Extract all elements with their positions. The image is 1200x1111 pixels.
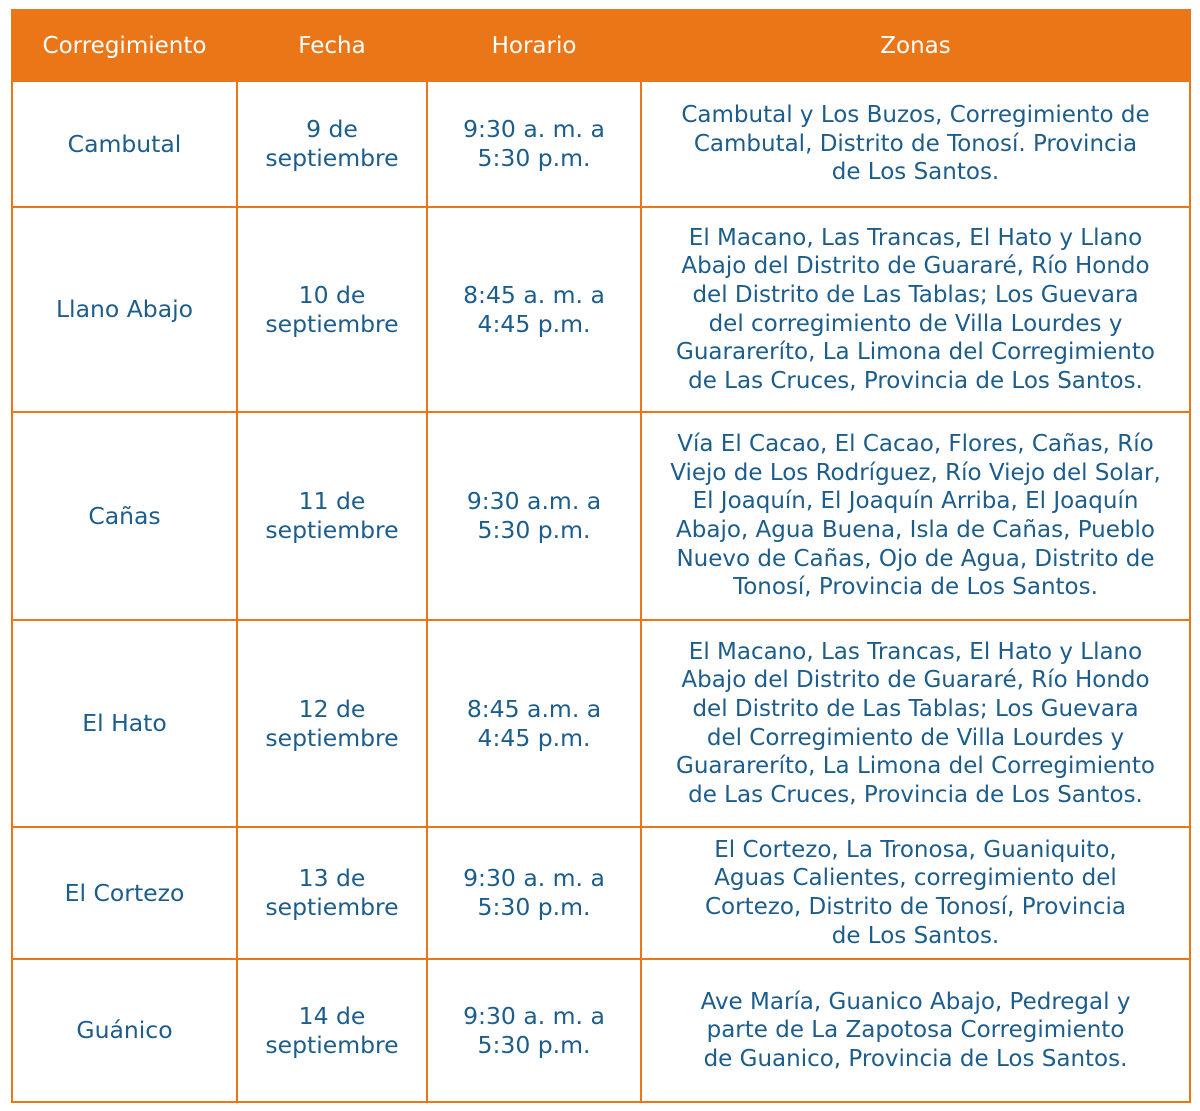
cell-fecha: 12 de septiembre (237, 620, 427, 827)
table-row (12, 412, 1190, 620)
cell-horario: 9:30 a. m. a 5:30 p.m. (427, 959, 641, 1102)
cell-zonas: Ave María, Guanico Abajo, Pedregal y parte de La Zapotosa Corregimiento de Guanico, Provincia de Los Santos. (641, 959, 1190, 1102)
cell-horario: 9:30 a. m. a 5:30 p.m. (427, 827, 641, 959)
cell-corregimiento: El Cortezo (12, 827, 237, 959)
cell-fecha: 9 de septiembre (237, 81, 427, 207)
table-row (12, 620, 1190, 827)
cell-horario: 8:45 a.m. a 4:45 p.m. (427, 620, 641, 827)
cell-corregimiento: Cañas (12, 412, 237, 620)
cell-corregimiento: El Hato (12, 620, 237, 827)
cell-horario: 8:45 a. m. a 4:45 p.m. (427, 207, 641, 412)
table-header (12, 10, 1190, 81)
cell-zonas: El Macano, Las Trancas, El Hato y Llano Abajo del Distrito de Guararé, Río Hondo del Distrito de Las Tablas; Los Guevara del Corregimiento de Villa Lourdes y Guarareríto, La Limona del Corregimiento de Las Cruces, Provincia de Los Santos. (641, 620, 1190, 827)
cell-corregimiento: Cambutal (12, 81, 237, 207)
cell-fecha: 14 de septiembre (237, 959, 427, 1102)
cell-corregimiento: Guánico (12, 959, 237, 1102)
header-row (12, 10, 1190, 81)
column-header-corregimiento: Corregimiento (12, 10, 237, 81)
cell-fecha: 13 de septiembre (237, 827, 427, 959)
cell-zonas: El Macano, Las Trancas, El Hato y Llano Abajo del Distrito de Guararé, Río Hondo del Distrito de Las Tablas; Los Guevara del corregimiento de Villa Lourdes y Guarareríto, La Limona del Corregimiento de Las Cruces, Provincia de Los Santos. (641, 207, 1190, 412)
cell-horario: 9:30 a.m. a 5:30 p.m. (427, 412, 641, 620)
column-header-fecha: Fecha (237, 10, 427, 81)
column-header-horario: Horario (427, 10, 641, 81)
column-header-zonas: Zonas (641, 10, 1190, 81)
table-row (12, 827, 1190, 959)
cell-fecha: 11 de septiembre (237, 412, 427, 620)
cell-zonas: El Cortezo, La Tronosa, Guaniquito, Aguas Calientes, corregimiento del Cortezo, Distrito de Tonosí, Provincia de Los Santos. (641, 827, 1190, 959)
table-body (12, 81, 1190, 1102)
cell-corregimiento: Llano Abajo (12, 207, 237, 412)
table-row (12, 959, 1190, 1102)
cell-zonas: Vía El Cacao, El Cacao, Flores, Cañas, Río Viejo de Los Rodríguez, Río Viejo del Solar, El Joaquín, El Joaquín Arriba, El Joaquín Abajo, Agua Buena, Isla de Cañas, Pueblo Nuevo de Cañas, Ojo de Agua, Distrito de Tonosí, Provincia de Los Santos. (641, 412, 1190, 620)
schedule-table-container (11, 9, 1189, 1101)
cell-fecha: 10 de septiembre (237, 207, 427, 412)
cell-horario: 9:30 a. m. a 5:30 p.m. (427, 81, 641, 207)
table-row (12, 207, 1190, 412)
cell-zonas: Cambutal y Los Buzos, Corregimiento de Cambutal, Distrito de Tonosí. Provincia de Los Santos. (641, 81, 1190, 207)
table-row (12, 81, 1190, 207)
schedule-table (11, 9, 1191, 1103)
